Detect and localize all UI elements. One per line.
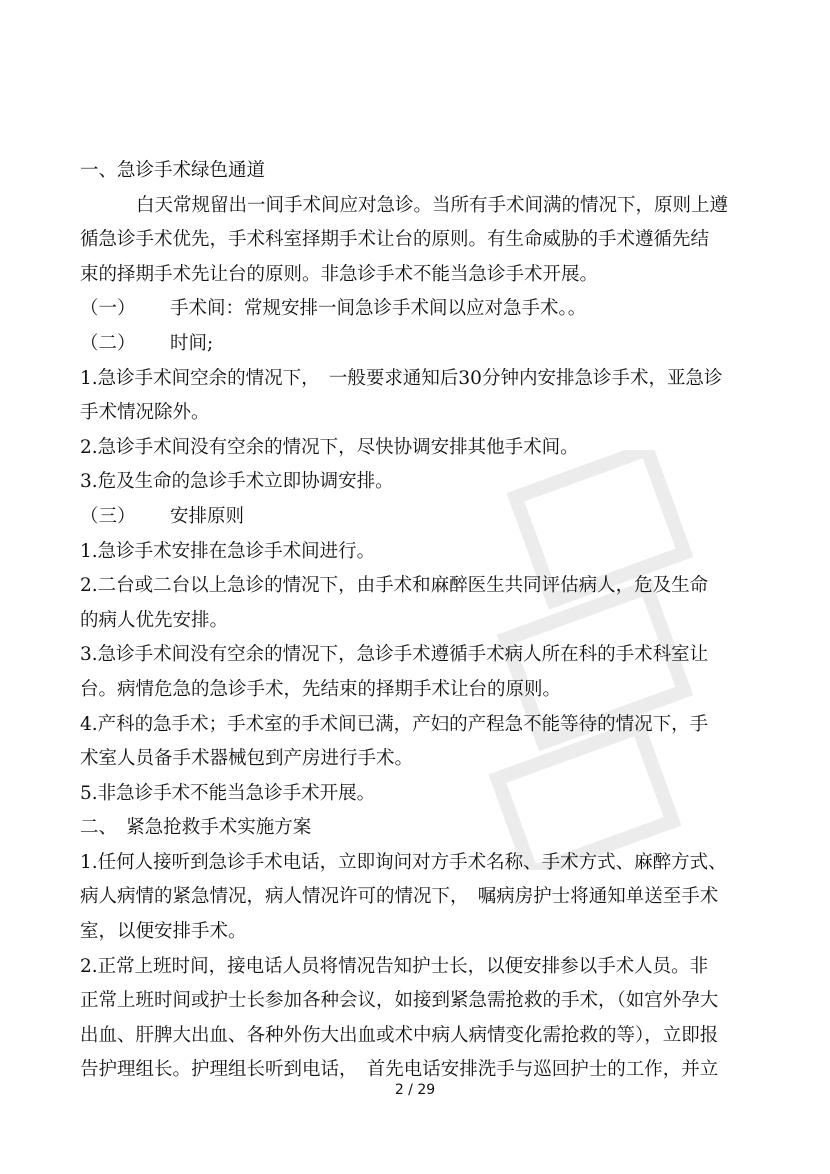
- line-text: 台。病情危急的急诊手术，先结束的择期手术让台的原则。: [80, 678, 562, 700]
- line-text: 病人病情的紧急情况，病人情况许可的情况下， 嘱病房护士将通知单送至手术: [80, 886, 719, 908]
- line-text: 术室人员备手术器械包到产房进行手术。: [80, 748, 414, 770]
- text-line: [80, 846, 750, 881]
- text-line: [80, 535, 750, 570]
- numbered-heading-line: [80, 292, 750, 327]
- document-body: [80, 154, 750, 1088]
- line-text: 时间;: [170, 332, 214, 354]
- heading-number: （二）: [80, 332, 136, 354]
- text-line: [80, 777, 750, 812]
- line-text: 出血、肝脾大出血、各种外伤大出血或术中病人病情变化需抢救的等），立即报: [80, 1024, 719, 1046]
- line-text: 安排原则: [170, 505, 245, 527]
- text-line: [80, 915, 750, 950]
- line-text: 循急诊手术优先，手术科室择期手术让台的原则。有生命威胁的手术遵循先结: [80, 229, 710, 251]
- line-text: 2.二台或二台以上急诊的情况下，由手术和麻醉医生共同评估病人，危及生命: [80, 575, 709, 597]
- text-line: [80, 673, 750, 708]
- text-line: [80, 258, 750, 293]
- line-text: 束的择期手术先让台的原则。非急诊手术不能当急诊手术开展。: [80, 263, 599, 285]
- line-text: 3.危及生命的急诊手术立即协调安排。: [80, 471, 394, 493]
- text-line: [80, 465, 750, 500]
- line-text: 1.任何人接听到急诊手术电话，立即询问对方手术名称、手术方式、麻醉方式、: [80, 851, 727, 873]
- text-line: [80, 984, 750, 1019]
- line-text: 正常上班时间或护士长参加各种会议，如接到紧急需抢救的手术，（如宫外孕大: [80, 990, 719, 1012]
- line-text: 2.急诊手术间没有空余的情况下，尽快协调安排其他手术间。: [80, 436, 579, 458]
- heading-number: （三）: [80, 505, 136, 527]
- line-text: 4.产科的急手术；手术室的手术间已满，产妇的产程急不能等待的情况下，手: [80, 713, 709, 735]
- line-text: 5.非急诊手术不能当急诊手术开展。: [80, 782, 376, 804]
- line-text: 二、 紧急抢救手术实施方案: [80, 817, 312, 839]
- text-line: [80, 396, 750, 431]
- line-text: 白天常规留出一间手术间应对急诊。当所有手术间满的情况下，原则上遵: [136, 194, 729, 216]
- numbered-heading-line: [80, 327, 750, 362]
- text-line: [80, 604, 750, 639]
- text-line: [80, 154, 750, 189]
- text-line: [80, 431, 750, 466]
- text-line: [80, 1019, 750, 1054]
- line-text: 一、急诊手术绿色通道: [80, 160, 266, 181]
- numbered-heading-line: [80, 500, 750, 535]
- page-number: 2 / 29: [394, 1082, 436, 1098]
- line-text: 手术情况除外。: [80, 402, 210, 424]
- line-text: 1.急诊手术间空余的情况下， 一般要求通知后30分钟内安排急诊手术，亚急诊: [80, 367, 723, 389]
- text-line: [80, 708, 750, 743]
- line-text: 的病人优先安排。: [80, 609, 229, 631]
- text-line: [80, 569, 750, 604]
- line-text: 2.正常上班时间，接电话人员将情况告知护士长，以便安排参以手术人员。非: [80, 955, 709, 977]
- line-text: 室，以便安排手术。: [80, 921, 247, 943]
- text-line: [80, 742, 750, 777]
- line-text: 3.急诊手术间没有空余的情况下，急诊手术遵循手术病人所在科的手术科室让: [80, 644, 709, 666]
- line-text: 告护理组长。护理组长听到电话， 首先电话安排洗手与巡回护士的工作，并立: [80, 1059, 719, 1081]
- line-text: 手术间：常规安排一间急诊手术间以应对急手术。。: [170, 298, 587, 320]
- text-line: [80, 950, 750, 985]
- heading-number: （一）: [80, 298, 136, 320]
- text-line: [80, 189, 750, 224]
- text-line: [80, 811, 750, 846]
- text-line: [80, 638, 750, 673]
- text-line: [80, 362, 750, 397]
- line-text: 1.急诊手术安排在急诊手术间进行。: [80, 540, 376, 562]
- text-line: [80, 880, 750, 915]
- text-line: [80, 223, 750, 258]
